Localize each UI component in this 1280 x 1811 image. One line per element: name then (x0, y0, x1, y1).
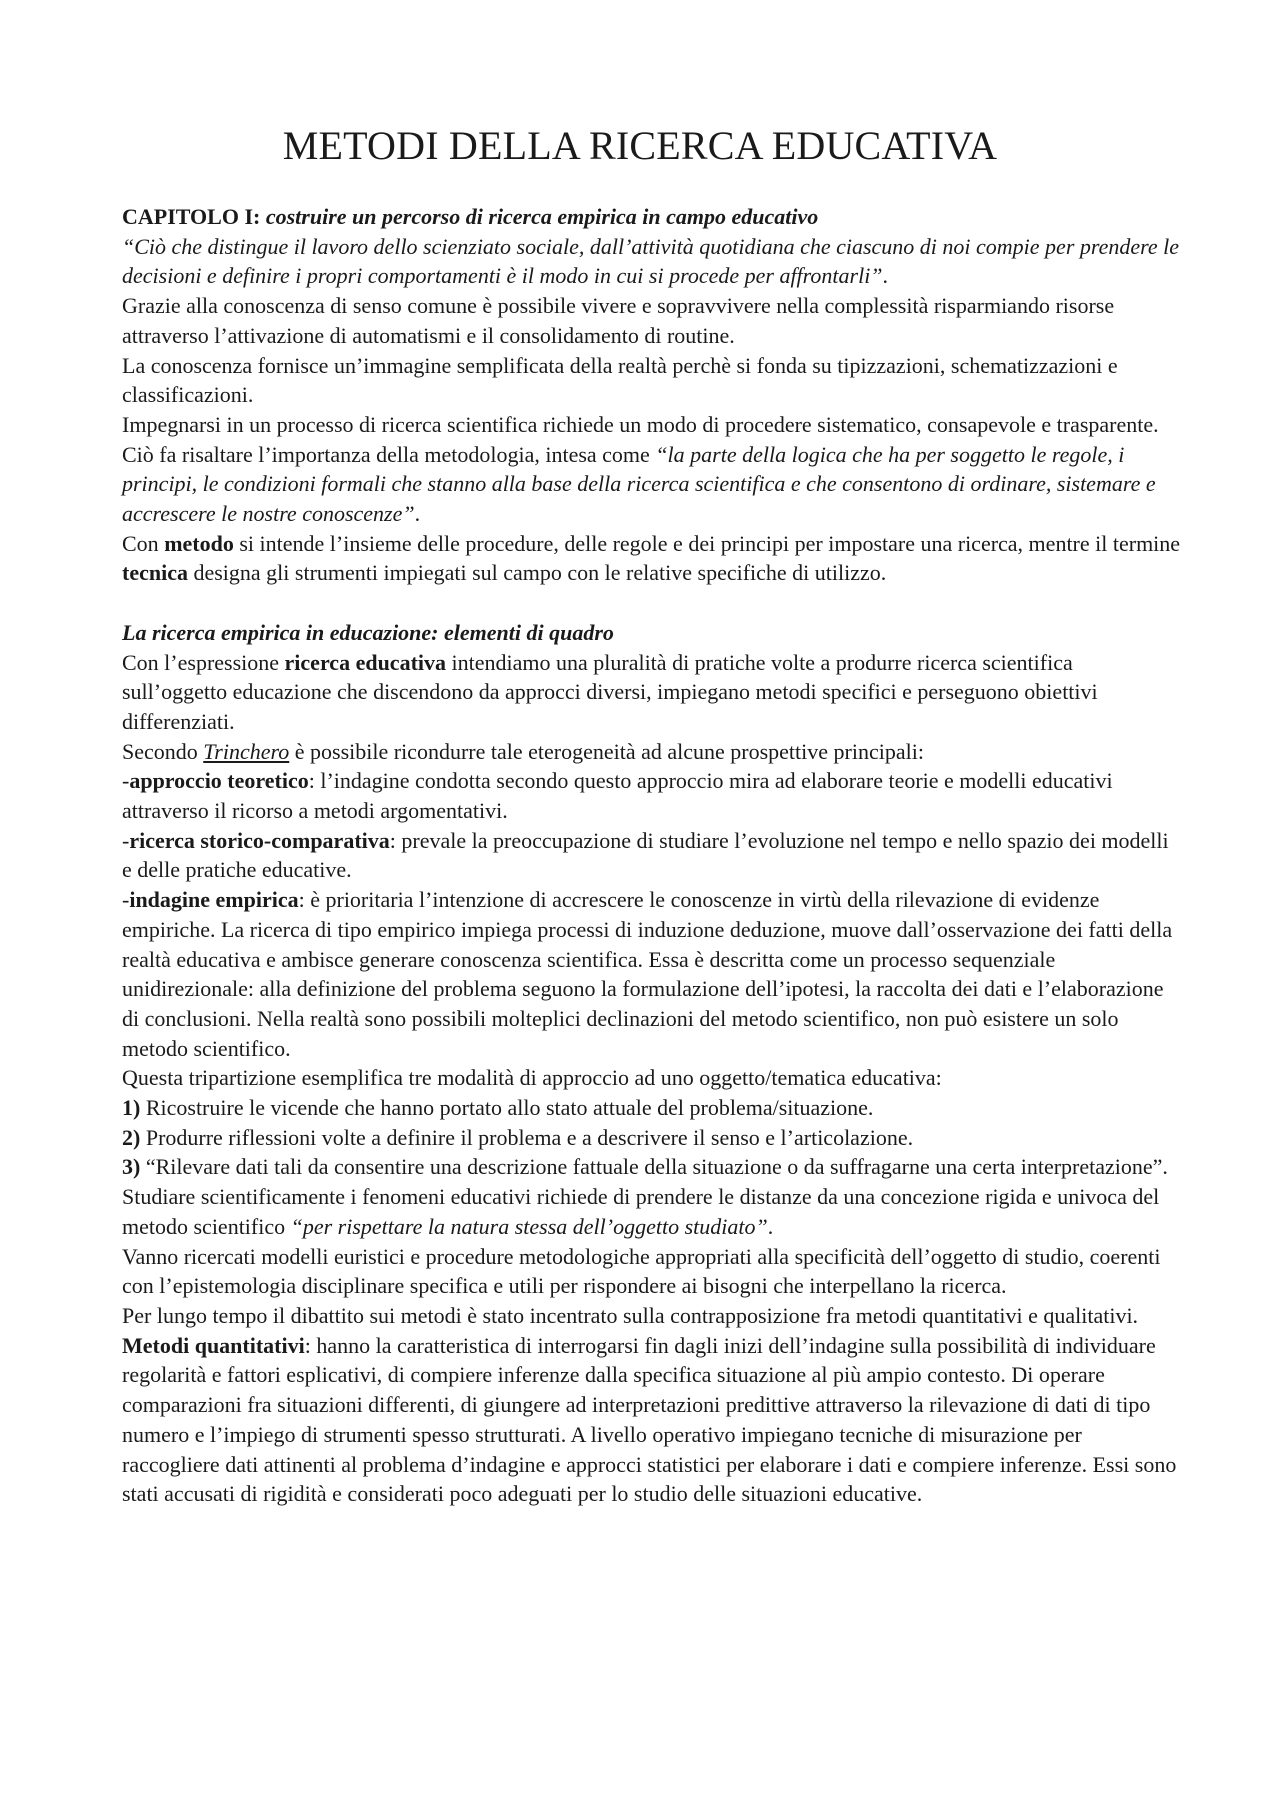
paragraph-method-technique: Con metodo si intende l’insieme delle procedure, delle regole e dei principi per impostare una ricerca, mentre il termine tecnica designa gli strumenti impiegati sul campo con le relative specifiche di utilizzo. (122, 530, 1181, 586)
term-ricerca-educativa: ricerca educativa (284, 649, 447, 675)
paragraph: Per lungo tempo il dibattito sui metodi è stato incentrato sulla contrapposizione fra metodi quantitativi e qualitativi. (122, 1303, 1139, 1328)
paragraph-scientific-study: Studiare scientificamente i fenomeni educativi richiede di prendere le distanze da una concezione rigida e univoca del metodo scientifico “per rispettare la natura stessa dell’oggetto studiato”. (122, 1184, 1160, 1239)
chapter-heading (122, 202, 1182, 232)
list-item: -indagine empirica: è prioritaria l’intenzione di accrescere le conoscenze in virtù della rilevazione di evidenze empiriche. La ricerca di tipo empirico impiega processi di induzione deduzione, muove dall’osservazione dei fatti della realtà educativa e ambisce generare conoscenza scientifica. Essa è descritta come un processo sequenziale unidirezionale: alla definizione del problema seguono la formulazione dell’ipotesi, la raccolta dei dati e l’elaborazione di conclusioni. Nella realtà sono possibili molteplici declinazioni del metodo scientifico, non può esistere un solo metodo scientifico. (122, 887, 1173, 1061)
opening-quote-paragraph: “Ciò che distingue il lavoro dello scienziato sociale, dall’attività quotidiana che ciascuno di noi compie per prendere le decisioni e definire i propri comportamenti è il modo in cui si procede per affrontarli”. (122, 233, 1180, 289)
opening-quote: “Ciò che distingue il lavoro dello scienziato sociale, dall’attività quotidiana che ciascuno di noi compie per prendere le decisioni e definire i propri comportamenti è il modo in cui si procede per affrontarli” (122, 233, 1180, 289)
numbered-item: 1) Ricostruire le vicende che hanno portato allo stato attuale del problema/situazione. (122, 1095, 874, 1121)
page-title: METODI DELLA RICERCA EDUCATIVA (282, 123, 998, 168)
chapter-label: CAPITOLO I: (122, 204, 261, 229)
paragraph: Questa tripartizione esemplifica tre modalità di approccio ad uno oggetto/tematica educativa: (122, 1065, 942, 1091)
numbered-item: 2) Produrre riflessioni volte a definire il problema e a descrivere il senso e l’articolazione. (122, 1124, 914, 1150)
chapter-subtitle: costruire un percorso di ricerca empirica in campo educativo (265, 204, 819, 229)
blank-line (122, 588, 1182, 618)
list-item: -ricerca storico-comparativa: prevale la preoccupazione di studiare l’evoluzione nel tempo e nello spazio dei modelli e delle pratiche educative. (122, 827, 1169, 883)
paragraph: Vanno ricercati modelli euristici e procedure metodologiche appropriati alla specificità dell’oggetto di studio, coerenti con l’epistemologia disciplinare specifica e utili per rispondere ai bisogni che interpellano la ricerca. (122, 1243, 1161, 1299)
paragraph: La conoscenza fornisce un’immagine semplificata della realtà perchè si fonda su tipizzazioni, schematizzazioni e classificazioni. (122, 352, 1118, 408)
paragraph: Grazie alla conoscenza di senso comune è possibile vivere e sopravvivere nella complessità risparmiando risorse attraverso l’attivazione di automatismi e il consolidamento di routine. (122, 293, 1115, 348)
numbered-item: 3) “Rilevare dati tali da consentire una descrizione fattuale della situazione o da suffragarne una certa interpretazione”. (122, 1154, 1168, 1180)
author-reference: Trinchero (203, 738, 290, 764)
list-item: -approccio teoretico: l’indagine condotta secondo questo approccio mira ad elaborare teorie e modelli educativi attraverso il ricorso a metodi argomentativi. (122, 768, 1113, 824)
term-metodi-quantitativi: Metodi quantitativi (122, 1332, 305, 1358)
inline-quote: “per rispettare la natura stessa dell’oggetto studiato” (290, 1213, 768, 1239)
document-body (122, 202, 1182, 1509)
term-metodo: metodo (164, 530, 234, 556)
term-tecnica: tecnica (122, 560, 188, 586)
paragraph-trinchero: Secondo Trinchero è possibile ricondurre tale eterogeneità ad alcune prospettive principali: (122, 738, 924, 764)
paragraph-ricerca-educativa: Con l’espressione ricerca educativa intendiamo una pluralità di pratiche volte a produrre ricerca scientifica sull’oggetto educazione che discendono da approcci diversi, impiegano metodi specifici e perseguono obiettivi differenziati. (122, 649, 1098, 734)
methodology-quote: “la parte della logica che ha per soggetto le regole, i principi, le condizioni formali che stanno alla base della ricerca scientifica e che consentono di ordinare, sistemare e accrescere le nostre conoscenze” (122, 441, 1156, 527)
paragraph-quantitative-methods: Metodi quantitativi: hanno la caratteristica di interrogarsi fin dagli inizi dell’indagine sulla possibilità di individuare regolarità e fattori esplicativi, di compiere inferenze dalla specifica situazione al più ampio contesto. Di operare comparazioni fra situazioni differenti, di giungere ad interpretazioni predittive attraverso la rilevazione di dati di tipo numero e l’impiego di strumenti spesso strutturati. A livello operativo impiegano tecniche di misurazione per raccogliere dati attinenti al problema d’indagine e approcci statistici per elaborare i dati e compiere inferenze. Essi sono stati accusati di rigidità e considerati poco adeguati per lo studio delle situazioni educative. (122, 1332, 1177, 1507)
paragraph-methodology: Impegnarsi in un processo di ricerca scientifica richiede un modo di procedere sistematico, consapevole e trasparente. Ciò fa risaltare l’importanza della metodologia, intesa come “la parte della logica che ha per soggetto le regole, i principi, le condizioni formali che stanno alla base della ricerca scientifica e che consentono di ordinare, sistemare e accrescere le nostre conoscenze”. (122, 411, 1159, 527)
section-heading: La ricerca empirica in educazione: elementi di quadro (122, 619, 614, 645)
